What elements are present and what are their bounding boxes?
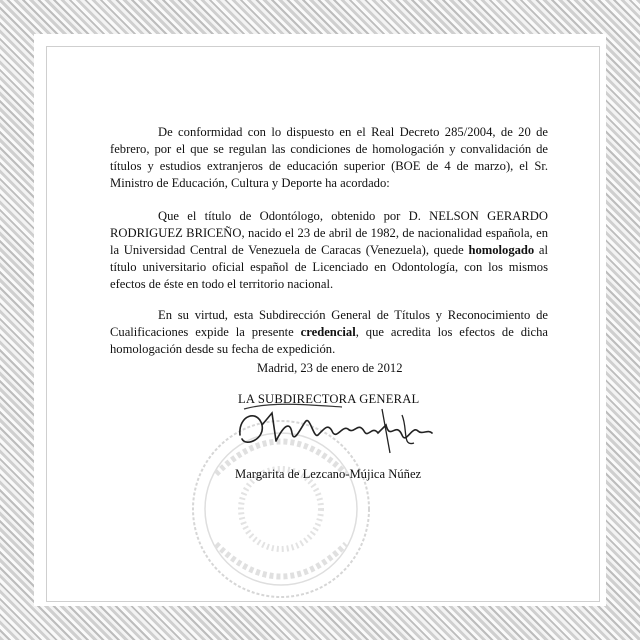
document-body [110, 124, 548, 374]
credencial-emphasis: credencial [300, 325, 356, 339]
paragraph-1 [110, 124, 548, 192]
paragraph-2 [110, 208, 548, 293]
handwritten-signature [232, 395, 442, 465]
paragraph-2-text-a: Que el título de Odontólogo, obtenido por D. NELSON GERARDO RODRIGUEZ BRICEÑO, nacido el 23 de abril de 1982, de nacionalidad española, en la Universidad Central de Venezuela de Caracas (Venezuela), quede [110, 209, 548, 257]
paragraph-2-text-b: al título universitario oficial español de Licenciado en Odontología, con los mismos efectos de éste en todo el territorio nacional. [110, 243, 548, 291]
paragraph-3-text-b: , que acredita los efectos de dicha homologación desde su fecha de expedición. [110, 325, 548, 356]
paragraph-3-text-a: En su virtud, esta Subdirección General de Títulos y Reconocimiento de Cualificaciones expide la presente [110, 308, 548, 339]
signer-title: LA SUBDIRECTORA GENERAL [238, 392, 420, 406]
signer-name: Margarita de Lezcano-Mújica Núñez [235, 467, 422, 481]
place-date: Madrid, 23 de enero de 2012 [257, 361, 403, 375]
paragraph-1-text: De conformidad con lo dispuesto en el Real Decreto 285/2004, de 20 de febrero, por el que se regulan las condiciones de homologación y convalidación de títulos y estudios extranjeros de educación superior (BOE de 4 de marzo), el Sr. Ministro de Educación, Cultura y Deporte ha acordado: [110, 125, 548, 190]
homologado-emphasis: homologado [468, 243, 535, 257]
paragraph-3 [110, 307, 548, 358]
